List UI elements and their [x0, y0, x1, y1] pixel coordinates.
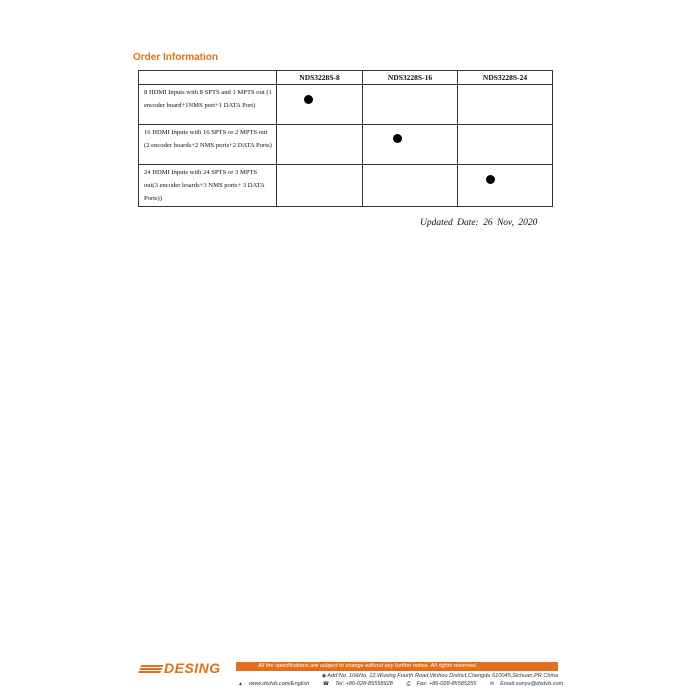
footer-contacts — [238, 681, 575, 687]
selection-cell — [277, 85, 363, 125]
table-header-row — [139, 71, 553, 85]
selected-dot-icon — [486, 175, 495, 184]
row-description: 16 HDMI Inputs with 16 SPTS or 2 MPTS out (2 encoder boards+2 NMS ports+2 DATA Ports) — [139, 125, 277, 165]
fax-info: ⎙ Fax: +86-028-85585255 — [406, 681, 477, 687]
selection-cell — [363, 165, 458, 207]
logo-stripes-icon — [138, 664, 163, 673]
table-row — [139, 85, 553, 125]
desing-logo — [140, 659, 235, 676]
selection-cell — [363, 125, 458, 165]
header-cell-empty — [139, 71, 277, 85]
section-title: Order Information — [133, 52, 219, 63]
fax-icon: ⎙ — [406, 681, 411, 687]
table-row — [139, 165, 553, 207]
footer-address — [322, 673, 558, 679]
selection-cell — [458, 165, 553, 207]
selection-cell — [277, 125, 363, 165]
row-description: 8 HDMI Inputs with 8 SPTS and 1 MPTS out (1 encoder board+1NMS port+1 DATA Port) — [139, 85, 277, 125]
header-cell-model: NDS3228S-24 — [458, 71, 553, 85]
email-link[interactable]: ✉ Email:sunyu@dsdvb.com — [489, 681, 564, 687]
location-icon: ◉ — [321, 673, 327, 679]
selected-dot-icon — [304, 95, 313, 104]
table-row — [139, 125, 553, 165]
header-cell-model: NDS3228S-16 — [363, 71, 458, 85]
website-link[interactable]: ▲ www.dsdvb.com/English — [238, 681, 310, 687]
selection-cell — [277, 165, 363, 207]
selected-dot-icon — [393, 134, 402, 143]
page-footer — [140, 659, 564, 699]
row-description: 24 HDMI Inputs with 24 SPTS or 3 MPTS out(3 encoder boards+3 NMS ports+ 3 DATA Ports)) — [139, 165, 277, 207]
footer-notice: All the specifications are subject to change without any further notice. All rights reserved. — [258, 663, 477, 669]
order-table — [138, 70, 553, 207]
address-text: Add:No. 10&No. 12,Wuxing Fourth Road,Wuhou District,Chengdu 610045,Sichuan,PR China — [327, 673, 558, 679]
phone-icon: ☎ — [322, 681, 330, 687]
selection-cell — [458, 125, 553, 165]
updated-date: Updated Date: 26 Nov, 2020 — [420, 218, 538, 228]
selection-cell — [458, 85, 553, 125]
header-cell-model: NDS3228S-8 — [277, 71, 363, 85]
globe-icon: ▲ — [238, 681, 243, 687]
logo-text: DESING — [164, 659, 221, 676]
mail-icon: ✉ — [489, 681, 495, 687]
footer-notice-bar — [236, 662, 558, 671]
selection-cell — [363, 85, 458, 125]
tel-info: ☎ Tel: +86-028-85558928 — [322, 681, 393, 687]
